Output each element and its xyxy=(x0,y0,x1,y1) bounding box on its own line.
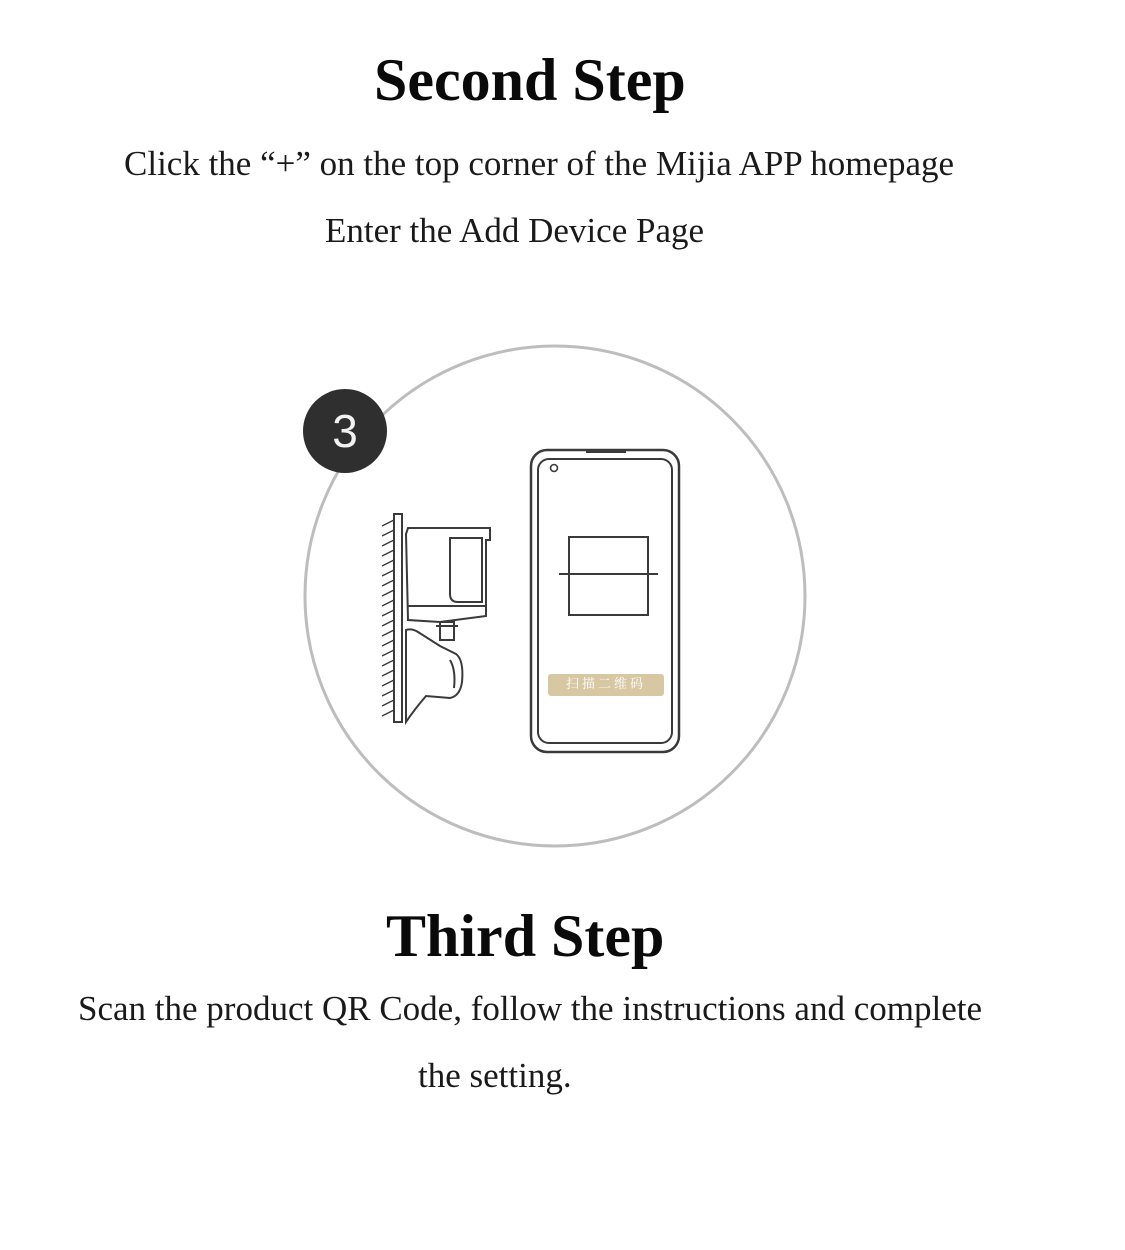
smartphone-icon xyxy=(531,450,679,752)
wall-hatching xyxy=(382,520,394,716)
wall-mounted-sensor-icon xyxy=(382,514,490,722)
second-step-title: Second Step xyxy=(374,47,686,113)
third-step-instruction-line-1: Scan the product QR Code, follow the instructions and complete xyxy=(78,989,982,1028)
second-step-instruction-line-1: Click the “+” on the top corner of the Mijia APP homepage xyxy=(124,144,955,183)
step-number-badge: 3 xyxy=(303,389,387,473)
second-step-instruction-line-2: Enter the Add Device Page xyxy=(325,211,705,250)
third-step-title: Third Step xyxy=(386,903,665,969)
third-step-instruction-line-2: the setting. xyxy=(418,1056,572,1095)
scan-qr-code-button: 扫描二维码 xyxy=(548,674,664,696)
